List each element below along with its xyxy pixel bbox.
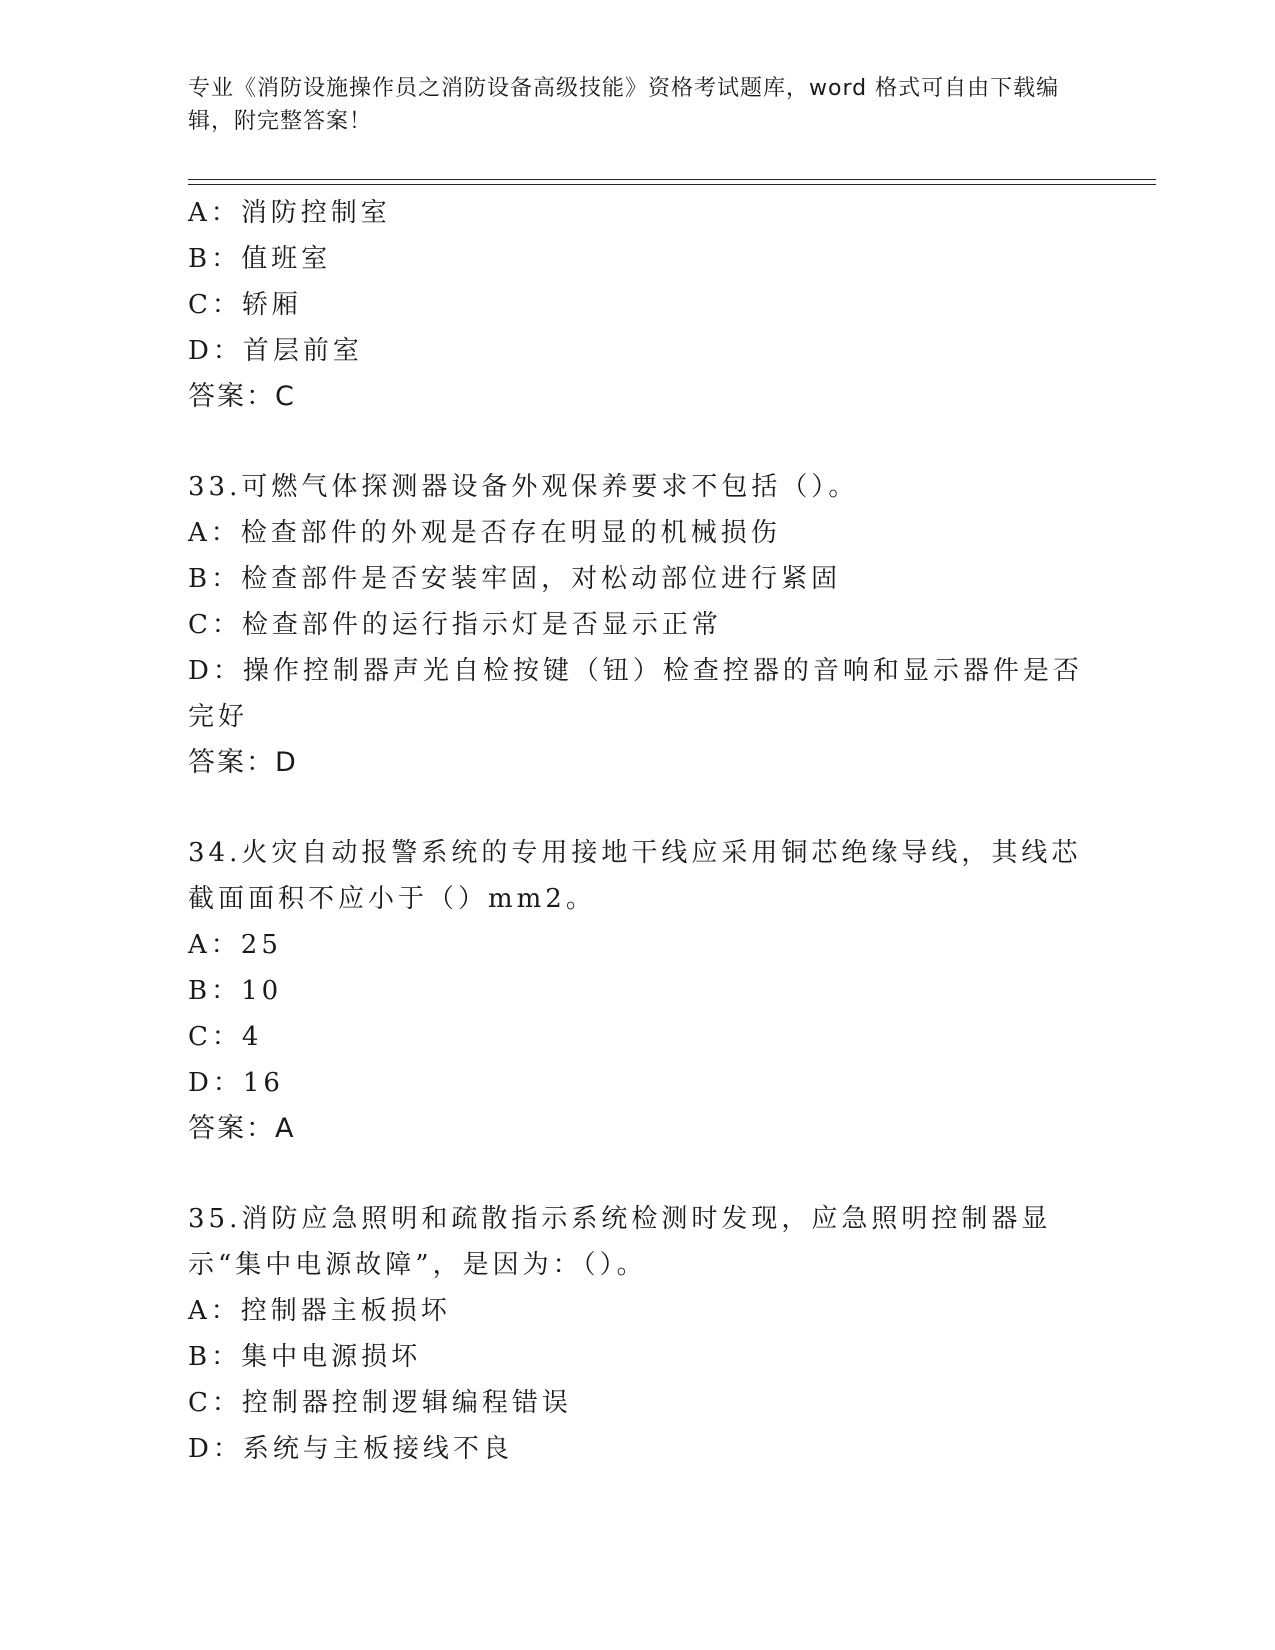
- question-stem: 33.可燃气体探测器设备外观保养要求不包括（）。: [188, 472, 859, 502]
- option-a: A：25: [188, 930, 282, 960]
- question-35: [188, 1196, 1088, 1472]
- option-d: D：首层前室: [188, 336, 363, 366]
- question-stem: 35.消防应急照明和疏散指示系统检测时发现，应急照明控制器显示“集中电源故障”，是因为：（）。: [188, 1204, 1052, 1280]
- option-c: C：轿厢: [188, 290, 302, 320]
- spacer: [188, 420, 1088, 464]
- option-c: C：检查部件的运行指示灯是否显示正常: [188, 610, 722, 640]
- option-c: C：控制器控制逻辑编程错误: [188, 1388, 572, 1418]
- option-b: B：检查部件是否安装牢固，对松动部位进行紧固: [188, 564, 842, 594]
- document-header: 专业《消防设施操作员之消防设备高级技能》资格考试题库，word 格式可自由下载编辑，附完整答案！: [188, 76, 1060, 134]
- header-rule-bottom: [188, 184, 1156, 185]
- option-d: D：16: [188, 1068, 284, 1098]
- answer-line: 答案：A: [188, 1113, 296, 1144]
- option-a: A：检查部件的外观是否存在明显的机械损伤: [188, 518, 781, 548]
- option-d: D：系统与主板接线不良: [188, 1434, 513, 1464]
- option-b: B：集中电源损坏: [188, 1342, 422, 1372]
- spacer: [188, 786, 1088, 830]
- spacer: [188, 1152, 1088, 1196]
- question-list: [188, 190, 1088, 1472]
- option-d: D：操作控制器声光自检按键（钮）检查控器的音响和显示器件是否完好: [188, 656, 1083, 732]
- option-b: B：值班室: [188, 244, 332, 274]
- prev-question-block: [188, 190, 1088, 420]
- option-a: A：消防控制室: [188, 198, 391, 228]
- question-33: [188, 464, 1088, 786]
- question-stem: 34.火灾自动报警系统的专用接地干线应采用铜芯绝缘导线，其线芯截面面积不应小于（）mm2。: [188, 838, 1082, 914]
- question-34: [188, 830, 1088, 1152]
- option-c: C：4: [188, 1022, 263, 1052]
- header-rule-top: [188, 179, 1156, 180]
- option-b: B：10: [188, 976, 283, 1006]
- answer-line: 答案：C: [188, 381, 296, 412]
- answer-line: 答案：D: [188, 747, 298, 778]
- option-a: A：控制器主板损坏: [188, 1296, 451, 1326]
